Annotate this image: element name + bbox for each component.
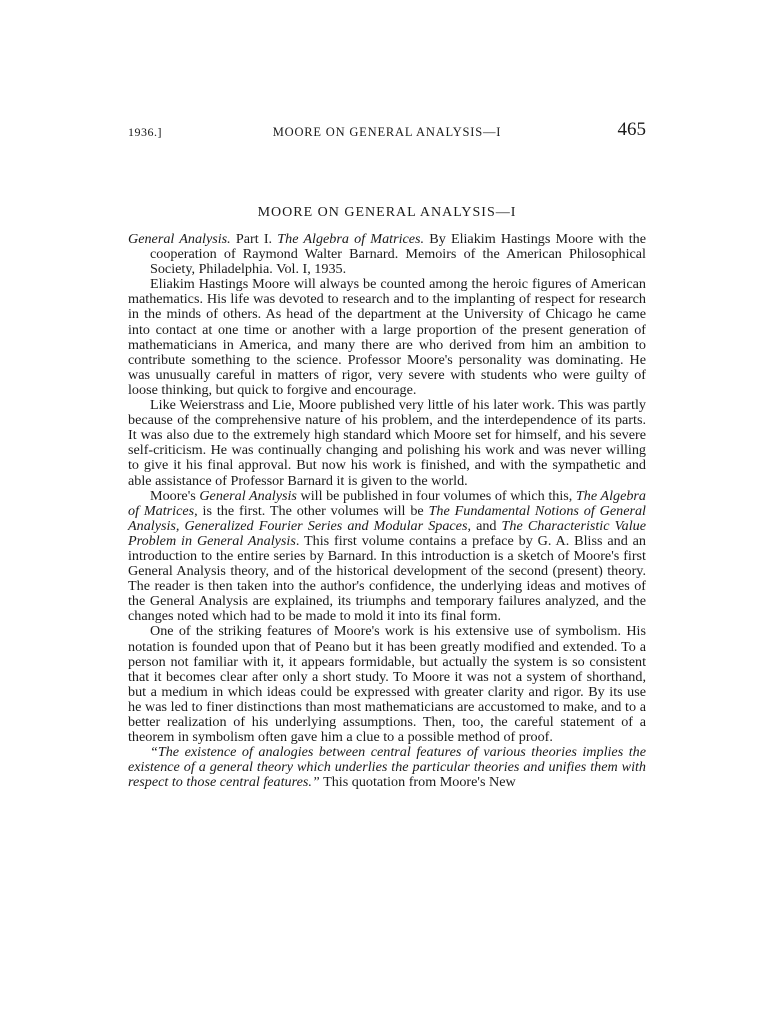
header-year: 1936.] — [128, 125, 162, 139]
paragraph-3 — [128, 489, 646, 625]
p3-title-general-analysis: General Analysis — [199, 487, 297, 504]
running-head — [128, 119, 646, 144]
header-running-title: MOORE ON GENERAL ANALYSIS—I — [272, 125, 502, 139]
p3-title-characteristic-value: The Characteristic Value Problem in General Analysis — [128, 517, 646, 549]
paragraph-1: Eliakim Hastings Moore will always be counted among the heroic figures of American mathematics. His life was devoted to research and to the implanting of respect for research in the minds of others. As head of the department at the University of Chicago he came into contact at one time or another with a large proportion of the present generation of mathematicians in America, and many there are who derived from him an ambition to contribute something to the science. Professor Moore's personality was dominating. He was unusually careful in matters of rigor, very severe with students who were guilty of loose thinking, but quick to forgive and encourage. — [128, 276, 646, 398]
citation-series-title: General Analysis. — [128, 231, 231, 247]
paragraph-2: Like Weierstrass and Lie, Moore published very little of his later work. This was partly because of the comprehensive nature of his problem, and the interdependence of its parts. It was also due to the extremely high standard which Moore set for himself, and his severe self-criticism. He was continually changing and polishing his work and was never willing to give it his final approval. But now his work is finished, and with the sympathetic and able assistance of Professor Barnard it is given to the world. — [128, 397, 646, 489]
p5-text: This quotation from Moore's New — [319, 774, 516, 791]
paragraph-4: One of the striking features of Moore's work is his extensive use of symbolism. His notation is founded upon that of Peano but it has been greatly modified and extended. To a person not familiar with it, it appears formidable, but actually the system is so consistent that it becomes clear after only a short study. To Moore it was not a system of shorthand, but a medium in which ideas could be expressed with greater clarity and rigor. By its use he was led to finer distinctions than most mathematicians are accustomed to make, and to a better realization of his underlying assumptions. Then, too, the careful statement of a theorem in symbolism often gave him a clue to a possible method of proof. — [128, 623, 646, 746]
page-number: 465 — [617, 119, 646, 140]
p3-title-algebra-of-matrices: The Algebra of Matrices — [128, 487, 646, 519]
citation-part: Part I. — [230, 231, 278, 247]
paragraph-5 — [128, 745, 646, 790]
article-body — [128, 232, 646, 790]
p3-text-i: . This first volume contains a preface by G. A. Bliss and an introduction to the entire series by Barnard. In this introduction is a sketch of Moore's first General Analysis theory, and of the historical development of the second (present) theory. The reader is then taken into the author's confidence, the underlying ideas and motives of the General Analysis are explained, its triumphs and temporary failures analyzed, and the changes noted which had to be made to mold it into its final form. — [128, 532, 646, 625]
p3-text-g: , and — [467, 517, 502, 534]
citation-details: By Eliakim Hastings Moore with the cooperation of Raymond Walter Barnard. Memoirs of the American Philosophical Society, Philadelphia. Vol. I, 1935. — [150, 231, 646, 278]
citation-volume-title: The Algebra of Matrices. — [277, 231, 425, 247]
p3-text-e: , is the first. The other volumes will be — [194, 502, 429, 519]
p3-text-c: will be published in four volumes of which this, — [296, 487, 576, 504]
p3-text-a: Moore's — [150, 487, 200, 504]
book-citation — [128, 232, 646, 277]
article-title: MOORE ON GENERAL ANALYSIS—I — [257, 205, 517, 220]
p3-title-fundamental-notions: The Fundamental Notions of General Analysis, Generalized Fourier Series and Modular Spaces — [128, 502, 646, 534]
p5-quotation: “The existence of analogies between central features of various theories implies the existence of a general theory which underlies the particular theories and unifies them with respect to those central features.” — [128, 744, 646, 791]
